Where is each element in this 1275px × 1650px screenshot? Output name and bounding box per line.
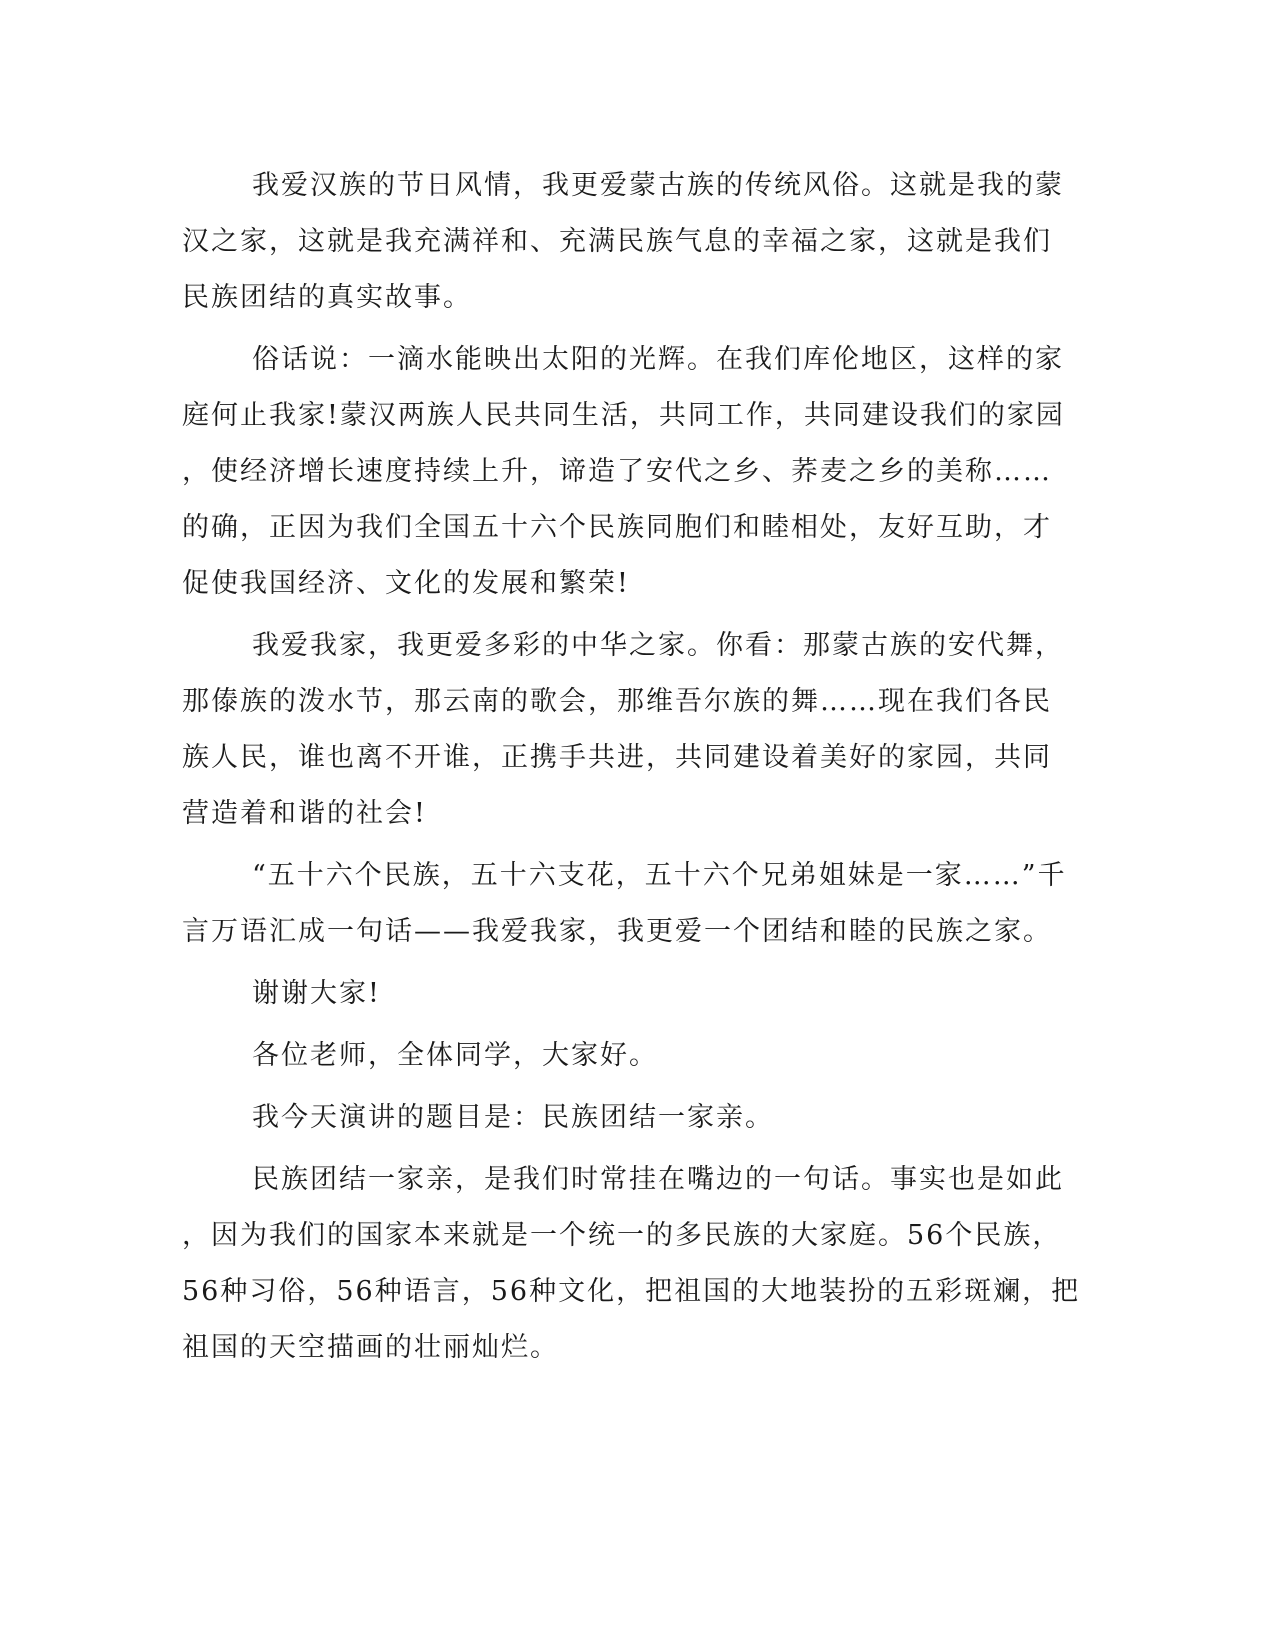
text-line: 祖国的天空描画的壮丽灿烂。 xyxy=(182,1332,559,1363)
text-line: 促使我国经济、文化的发展和繁荣! xyxy=(182,568,630,599)
paragraph xyxy=(182,1028,1032,1084)
text-line: 谢谢大家! xyxy=(252,978,381,1009)
text-line: 我爱汉族的节日风情，我更爱蒙古族的传统风俗。这就是我的蒙 xyxy=(252,170,1064,201)
text-line: 56种习俗，56种语言，56种文化，把祖国的大地装扮的五彩斑斓，把 xyxy=(182,1276,1081,1307)
text-line: 俗话说：一滴水能映出太阳的光辉。在我们库伦地区，这样的家 xyxy=(252,344,1064,375)
paragraph xyxy=(182,618,1064,842)
text-line: 各位老师，全体同学，大家好。 xyxy=(252,1040,658,1071)
text-line: 我今天演讲的题目是：民族团结一家亲。 xyxy=(252,1102,774,1133)
text-line: 的确，正因为我们全国五十六个民族同胞们和睦相处，友好互助，才 xyxy=(182,512,1052,543)
text-line: 言万语汇成一句话——我爱我家，我更爱一个团结和睦的民族之家。 xyxy=(182,916,1052,947)
text-line: 汉之家，这就是我充满祥和、充满民族气息的幸福之家，这就是我们 xyxy=(182,226,1052,257)
text-line: 我爱我家，我更爱多彩的中华之家。你看：那蒙古族的安代舞， xyxy=(252,630,1064,661)
paragraph xyxy=(182,966,1032,1022)
paragraph xyxy=(182,332,1065,612)
text-line: 那傣族的泼水节，那云南的歌会，那维吾尔族的舞……现在我们各民 xyxy=(182,686,1052,717)
document-body xyxy=(182,158,1081,1376)
text-line: ，使经济增长速度持续上升，谛造了安代之乡、荞麦之乡的美称…… xyxy=(182,456,1052,487)
text-line: 营造着和谐的社会! xyxy=(182,798,427,829)
paragraph xyxy=(182,1152,1081,1376)
text-line: ，因为我们的国家本来就是一个统一的多民族的大家庭。56个民族， xyxy=(182,1220,1062,1251)
paragraph xyxy=(182,158,1064,326)
text-line: 族人民，谁也离不开谁，正携手共进，共同建设着美好的家园，共同 xyxy=(182,742,1052,773)
paragraph xyxy=(182,848,1067,960)
text-line: 民族团结一家亲，是我们时常挂在嘴边的一句话。事实也是如此 xyxy=(252,1164,1064,1195)
text-line: 庭何止我家!蒙汉两族人民共同生活，共同工作，共同建设我们的家园 xyxy=(182,400,1065,431)
text-line: 民族团结的真实故事。 xyxy=(182,282,472,313)
paragraph xyxy=(182,1090,1032,1146)
text-line: “五十六个民族，五十六支花，五十六个兄弟姐妹是一家……”千 xyxy=(252,860,1067,891)
